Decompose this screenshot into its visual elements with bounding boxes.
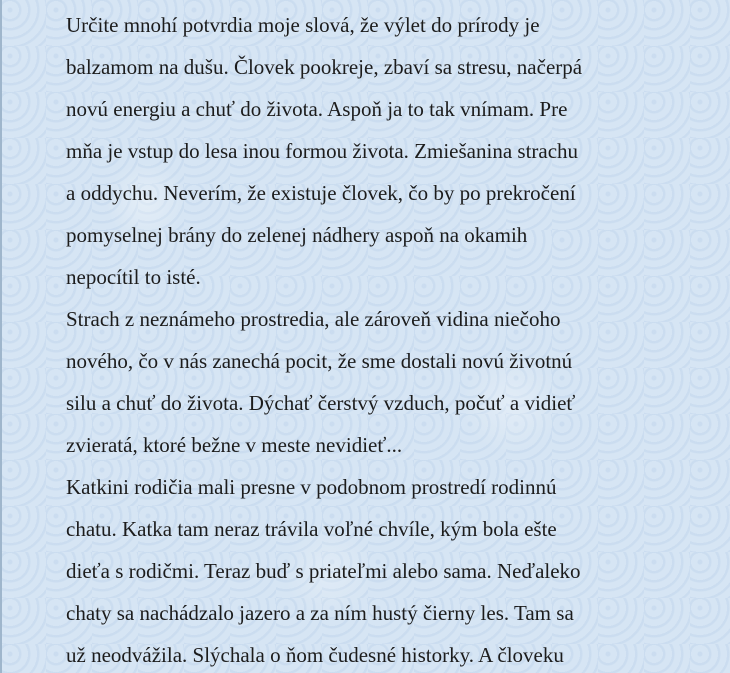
text-line: silu a chuť do života. Dýchať čerstvý vzduch, počuť a vidieť [66, 391, 576, 415]
text-line: Katkini rodičia mali presne v podobnom prostredí rodinnú [66, 475, 557, 499]
text-line: Určite mnohí potvrdia moje slová, že výlet do prírody je [66, 13, 540, 37]
text-line: a oddychu. Neverím, že existuje človek, čo by po prekročení [66, 181, 576, 205]
text-line: chatu. Katka tam neraz trávila voľné chvíle, kým bola ešte [66, 517, 557, 541]
text-line: balzamom na dušu. Človek pookreje, zbaví sa stresu, načerpá [66, 55, 583, 79]
text-line: mňa je vstup do lesa inou formou života. Zmiešanina strachu [66, 139, 579, 163]
text-line: Strach z neznámeho prostredia, ale zároveň vidina niečoho [66, 307, 561, 331]
text-line: novú energiu a chuť do života. Aspoň ja to tak vnímam. Pre [66, 97, 568, 121]
page-left-border [0, 0, 2, 673]
text-line: nového, čo v nás zanechá pocit, že sme dostali novú životnú [66, 349, 573, 373]
text-line: zvieratá, ktoré bežne v meste nevidieť... [66, 433, 403, 457]
text-line: dieťa s rodičmi. Teraz buď s priateľmi alebo sama. Neďaleko [66, 559, 581, 583]
text-line: už neodvážila. Slýchala o ňom čudesné historky. A človeku [66, 643, 564, 667]
text-line: pomyselnej brány do zelenej nádhery aspoň na okamih [66, 223, 528, 247]
text-line: nepocítil to isté. [66, 265, 201, 289]
text-line: chaty sa nachádzalo jazero a za ním hustý čierny les. Tam sa [66, 601, 574, 625]
